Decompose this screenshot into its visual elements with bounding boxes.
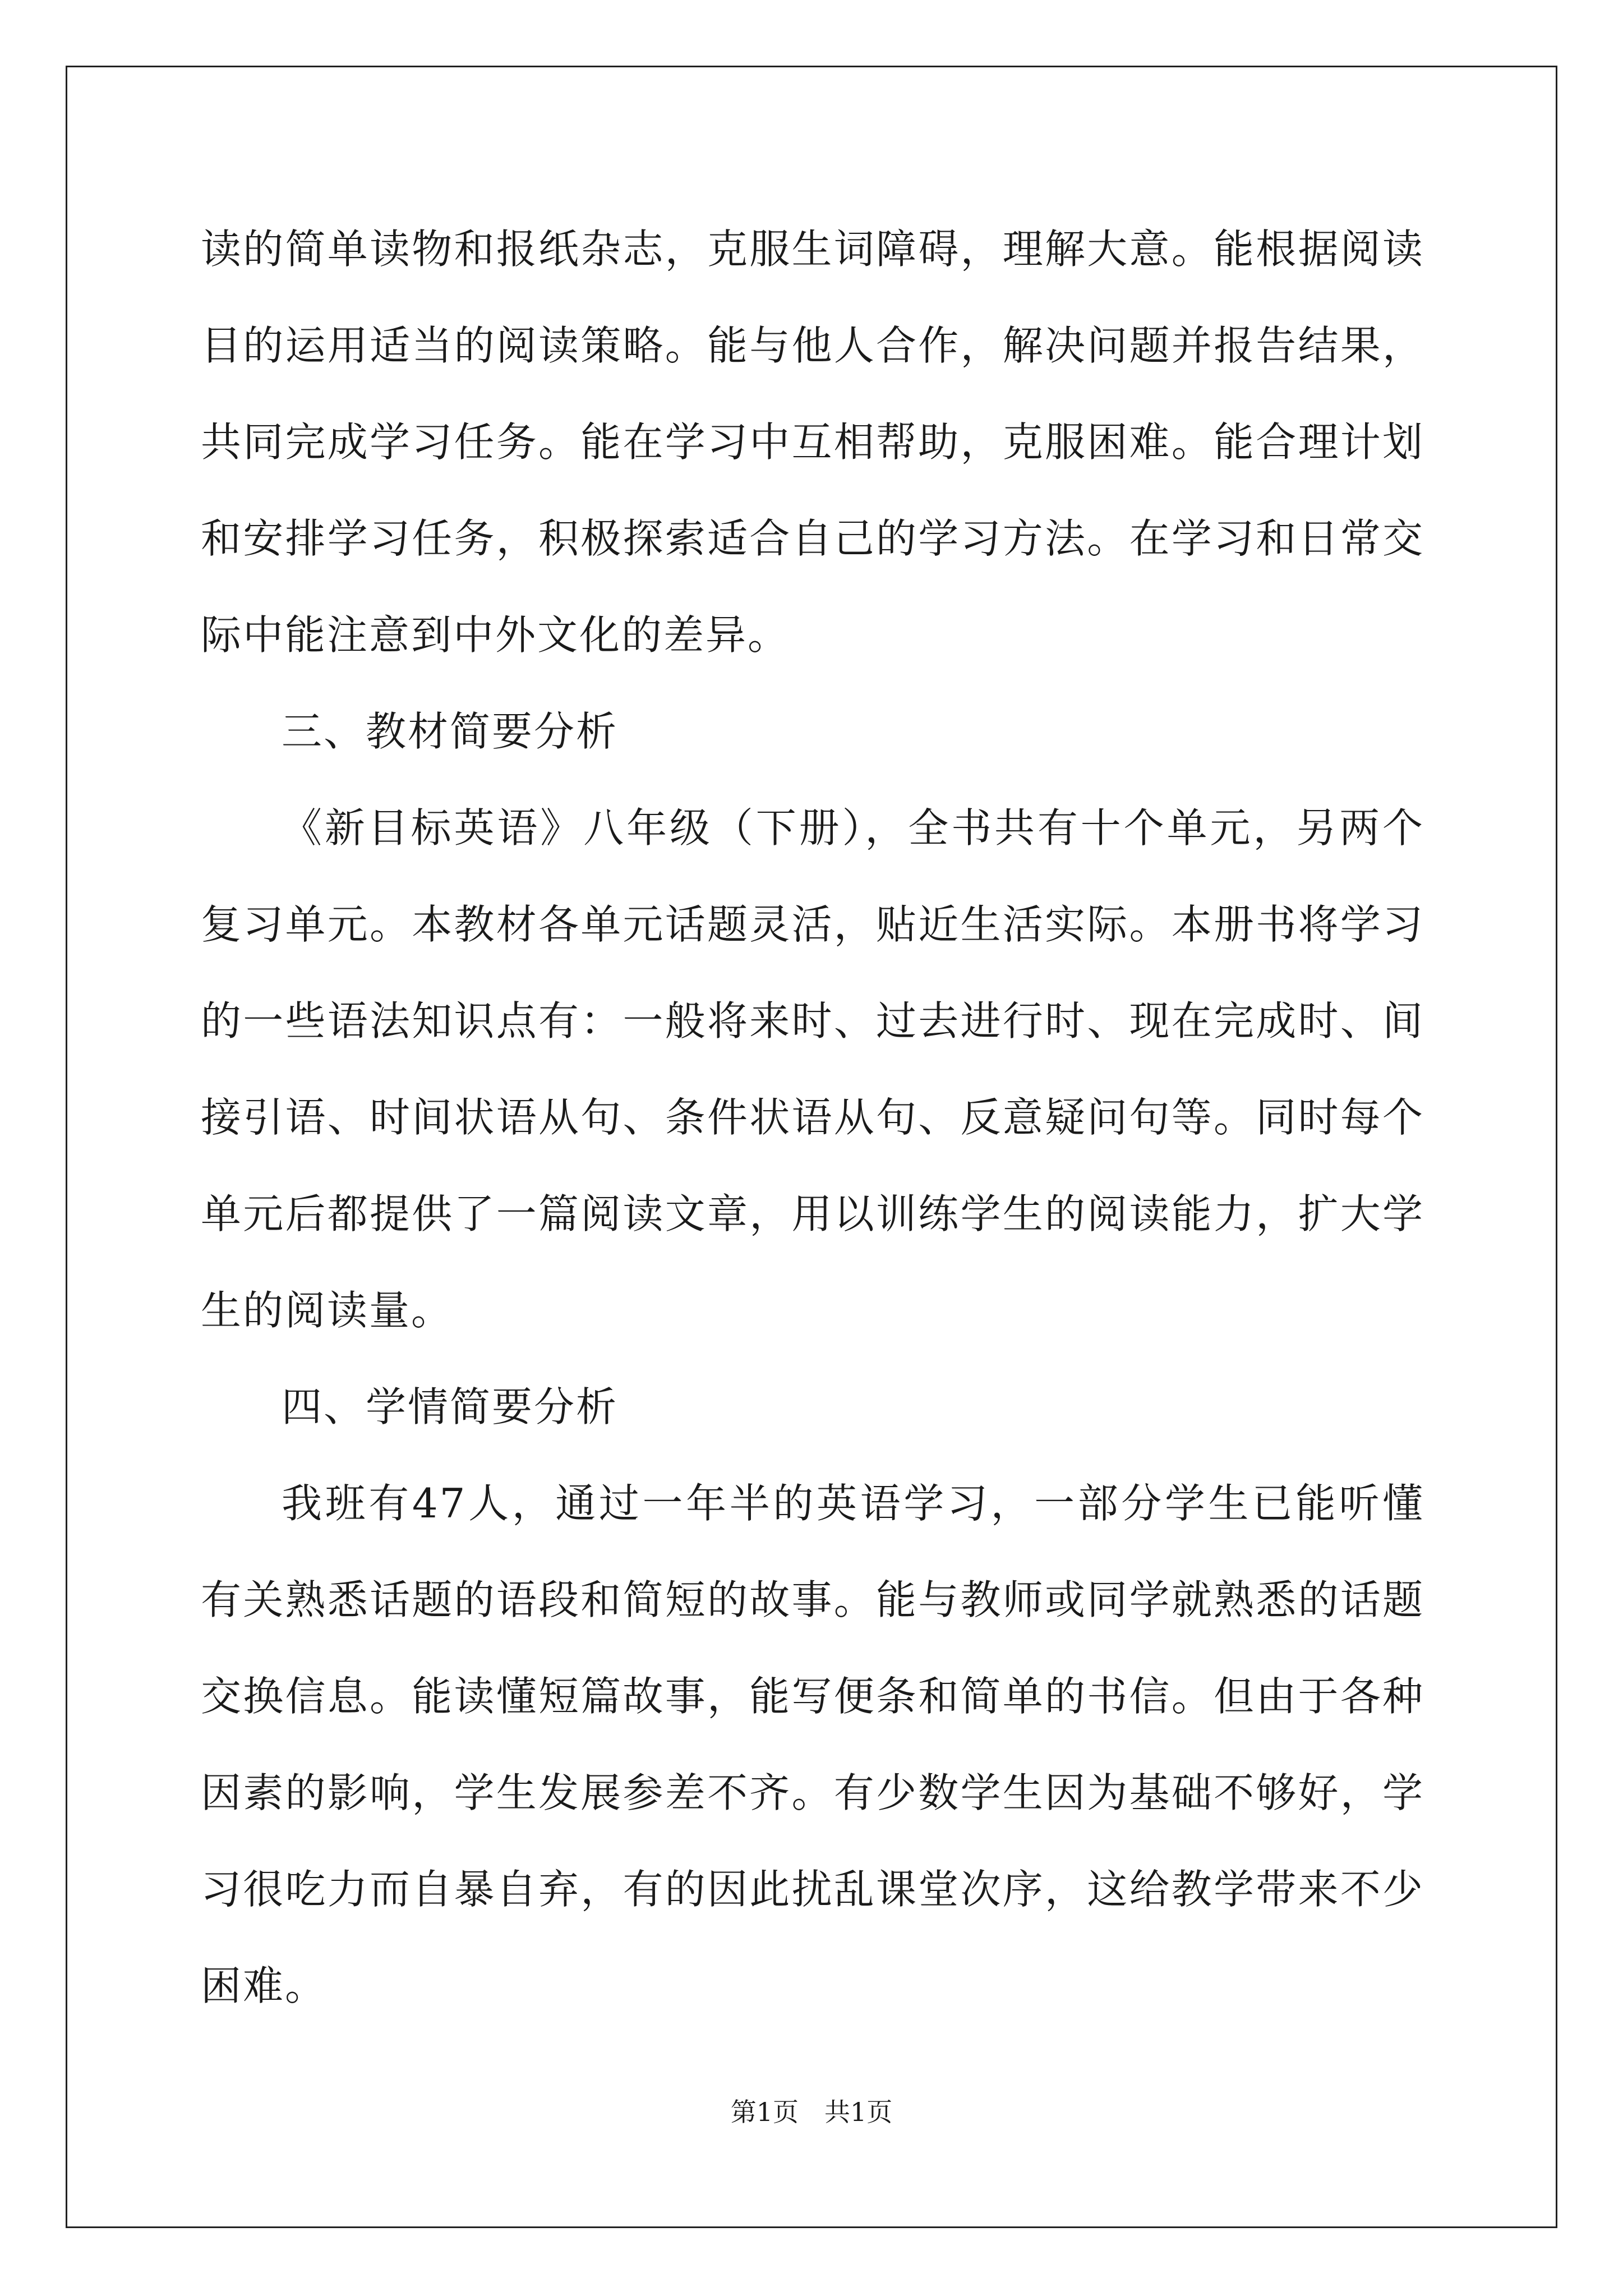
page-number: 第1页 — [730, 2097, 799, 2127]
paragraph-reading-objectives: 读的简单读物和报纸杂志，克服生词障碍，理解大意。能根据阅读目的运用适当的阅读策略。能与他人合作，解决问题并报告结果，共同完成学习任务。能在学习中互相帮助，克服困难。能合理计划和安排学习任务，积极探索适合自己的学习方法。在学习和日常交际中能注意到中外文化的差异。 — [201, 226, 1424, 659]
section-heading-student-analysis: 四、学情简要分析 — [282, 1383, 619, 1430]
paragraph-textbook-analysis: 《新目标英语》八年级（下册），全书共有十个单元，另两个复习单元。本教材各单元话题灵活，贴近生活实际。本册书将学习的一些语法知识点有：一般将来时、过去进行时、现在完成时、间接引语、时间状语从句、条件状语从句、反意疑问句等。同时每个单元后都提供了一篇阅读文章，用以训练学生的阅读能力，扩大学生的阅读量。 — [201, 804, 1424, 1334]
page-total: 共1页 — [824, 2097, 893, 2127]
section-heading-textbook-analysis: 三、教材简要分析 — [282, 708, 619, 755]
page-footer — [0, 2095, 1623, 2129]
paragraph-student-analysis: 我班有47人，通过一年半的英语学习，一部分学生已能听懂有关熟悉话题的语段和简短的故事。能与教师或同学就熟悉的话题交换信息。能读懂短篇故事，能写便条和简单的书信。但由于各种因素的影响，学生发展参差不齐。有少数学生因为基础不够好，学习很吃力而自暴自弃，有的因此扰乱课堂次序，这给教学带来不少困难。 — [201, 1480, 1424, 2009]
document-body — [201, 201, 1424, 2034]
